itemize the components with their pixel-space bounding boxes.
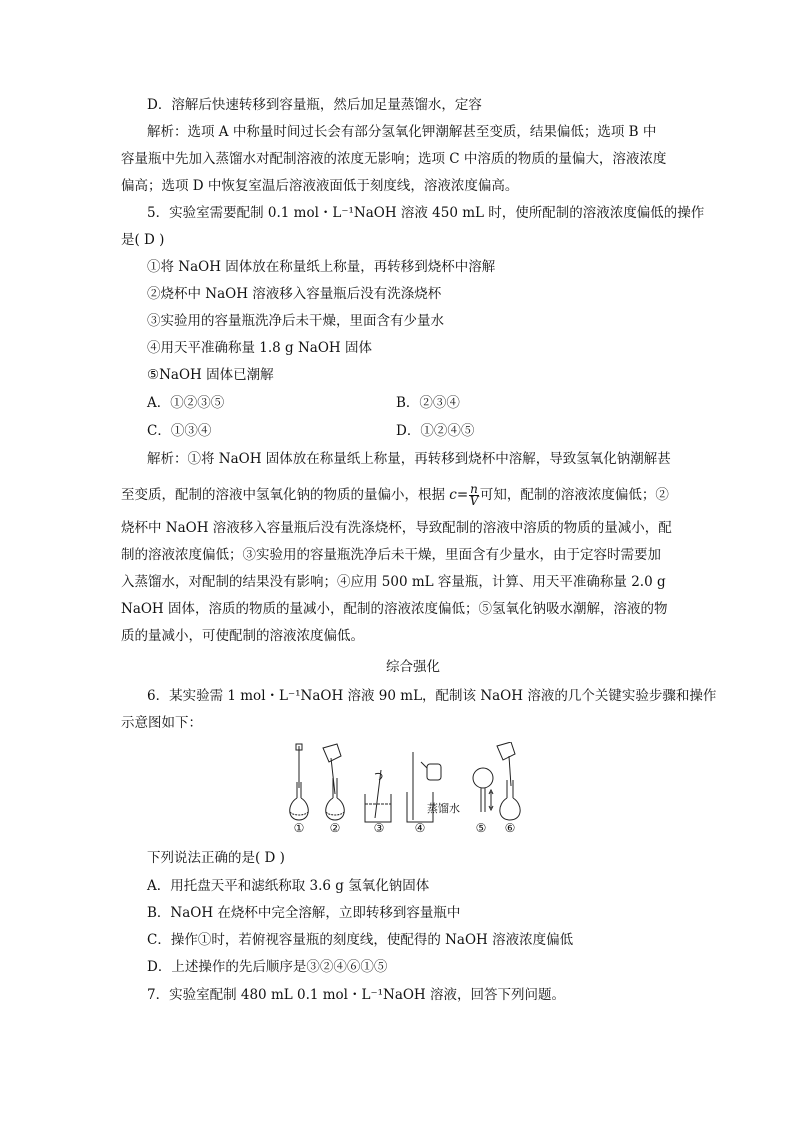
q5-option-c: C．①③④ [147, 423, 212, 439]
figure-label-4: ④ [414, 821, 426, 835]
q5-analysis-line-6: NaOH 固体，溶质的物质的量减小，配制的溶液浓度偏低；⑤氢氧化钠吸水潮解，溶液的物 [121, 601, 668, 617]
pouring-into-flask [323, 744, 344, 820]
figure-label-2: ② [329, 821, 341, 835]
beaker-stirring [365, 770, 391, 822]
q5-analysis-line-2-post: 可知，配制的溶液浓度偏低；② [479, 487, 669, 503]
q4-analysis-line-1: 解析：选项 A 中称量时间过长会有部分氢氧化钾潮解甚至变质，结果偏低；选项 B 中 [147, 124, 657, 140]
q5-item-5: ⑤NaOH 固体已潮解 [147, 367, 274, 383]
formula-numerator: n [470, 482, 478, 496]
q6-question: 下列说法正确的是( D ) [147, 850, 285, 866]
q5-item-4: ④用天平准确称量 1.8 g NaOH 固体 [147, 340, 372, 356]
q6-option-b: B．NaOH 在烧杯中完全溶解，立即转移到容量瓶中 [147, 905, 461, 921]
q5-analysis-line-5: 入蒸馏水，对配制的结果没有影响；④应用 500 mL 容量瓶，计算、用天平准确称量 2.0 g [121, 574, 666, 590]
q5-analysis-line-4: 制的溶液浓度偏低；③实验用的容量瓶洗净后未干燥，里面含有少量水，由于定容时需要加 [121, 547, 661, 563]
q4-analysis-line-2: 容量瓶中先加入蒸馏水对配制溶液的浓度无影响；选项 C 中溶质的物质的量偏大，溶液浓度 [121, 151, 667, 167]
q4-analysis-line-3: 偏高；选项 D 中恢复室温后溶液液面低于刻度线，溶液浓度偏高。 [121, 178, 519, 194]
q5-stem-line-2: 是( D ) [121, 232, 165, 248]
q5-stem-line-1: 5．实验室需要配制 0.1 mol・L⁻¹NaOH 溶液 450 mL 时，使所配制的溶液浓度偏低的操作 [147, 205, 705, 221]
q5-analysis-line-7: 质的量减小，可使配制的溶液浓度偏低。 [121, 628, 364, 644]
q5-analysis-line-1: 解析：①将 NaOH 固体放在称量纸上称量，再转移到烧杯中溶解，导致氢氧化钠潮解甚 [147, 451, 671, 467]
q5-item-3: ③实验用的容量瓶洗净后未干燥，里面含有少量水 [147, 313, 444, 329]
q6-procedure-figure [285, 742, 525, 836]
q4-option-d: D．溶解后快速转移到容量瓶，然后加足量蒸馏水，定容 [147, 97, 482, 113]
q5-analysis-line-2 [121, 480, 669, 510]
q6-option-d: D．上述操作的先后顺序是③②④⑥①⑤ [147, 959, 388, 975]
figure-label-3: ③ [373, 821, 385, 835]
q6-stem-line-1: 6．某实验需 1 mol・L⁻¹NaOH 溶液 90 mL，配制该 NaOH 溶液的几个关键实验步骤和操作 [147, 688, 717, 704]
flask-inverted [473, 768, 493, 812]
q5-option-b: B．②③④ [396, 395, 460, 411]
figure-label-5: ⑤ [475, 821, 487, 835]
formula-c: c [449, 487, 457, 503]
q6-option-a: A．用托盘天平和滤纸称取 3.6 g 氢氧化钠固体 [147, 878, 430, 894]
pour-into-flask-6 [497, 742, 520, 820]
q7-stem: 7．实验室配制 480 mL 0.1 mol・L⁻¹NaOH 溶液，回答下列问题。 [147, 987, 565, 1003]
formula-fraction [469, 484, 479, 507]
formula-equals: = [456, 487, 469, 503]
section-title: 综合强化 [386, 659, 440, 675]
q5-item-2: ②烧杯中 NaOH 溶液移入容量瓶后没有洗涤烧杯 [147, 286, 442, 302]
q5-analysis-line-3: 烧杯中 NaOH 溶液移入容量瓶后没有洗涤烧杯，导致配制的溶液中溶质的物质的量减小，配 [121, 520, 672, 536]
q5-item-1: ①将 NaOH 固体放在称量纸上称量，再转移到烧杯中溶解 [147, 259, 496, 275]
figure-label-1: ① [293, 821, 305, 835]
q6-stem-line-2: 示意图如下： [121, 715, 202, 731]
distilled-water-label: 蒸馏水 [427, 802, 460, 815]
q6-option-c: C．操作①时，若俯视容量瓶的刻度线，使配得的 NaOH 溶液浓度偏低 [147, 932, 574, 948]
q5-option-a: A．①②③⑤ [147, 395, 225, 411]
q5-option-d: D．①②④⑤ [396, 423, 475, 439]
formula-denominator: V [469, 494, 479, 508]
q5-analysis-line-2-pre: 至变质，配制的溶液中氢氧化钠的物质的量偏小，根据 [121, 487, 450, 503]
figure-label-6: ⑥ [504, 821, 516, 835]
flask-with-dropper [290, 744, 309, 820]
